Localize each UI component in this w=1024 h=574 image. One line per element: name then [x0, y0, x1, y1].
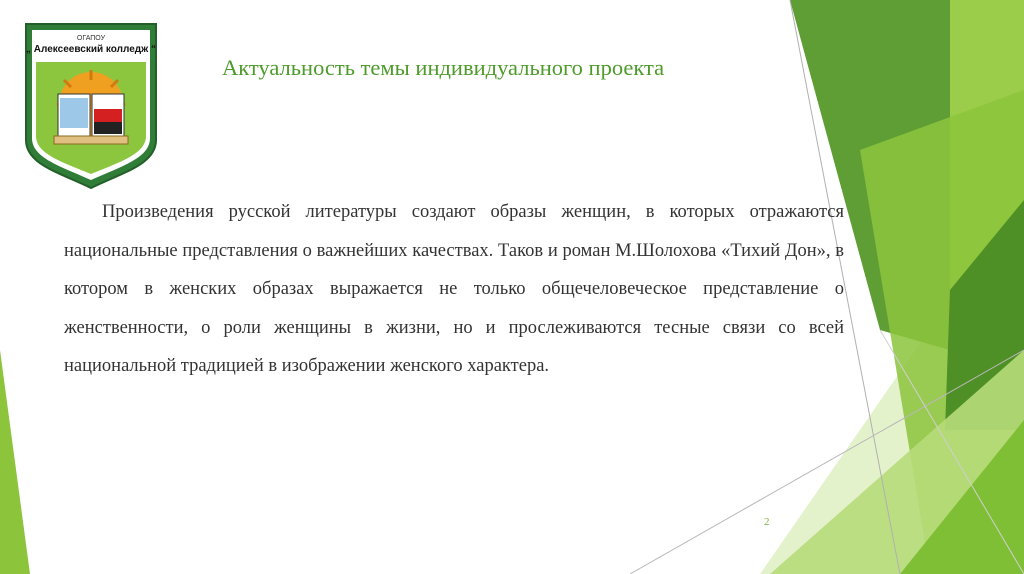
emblem-org-abbrev: ОГАПОУ: [76, 35, 106, 42]
emblem-icon: [24, 22, 158, 190]
body-paragraph: Произведения русской литературы создают образы женщин, в которых отражаются национальные представления о важнейших качествах. Таков и роман М.Шолохова «Тихий Дон», в котором в женских образах выражается не только общечеловеческое представление о женственности, о роли женщины в жизни, но и прослеживаются тесные связи со всей национальной традицией в изображении женского характера.: [64, 202, 844, 376]
page-number: 2: [764, 516, 770, 528]
emblem-org-name: „ Алексеевский колледж “: [26, 44, 156, 55]
left-green-stripe: [0, 350, 30, 574]
slide-title: Актуальность темы индивидуального проекта: [222, 55, 665, 80]
college-emblem: [24, 22, 158, 190]
